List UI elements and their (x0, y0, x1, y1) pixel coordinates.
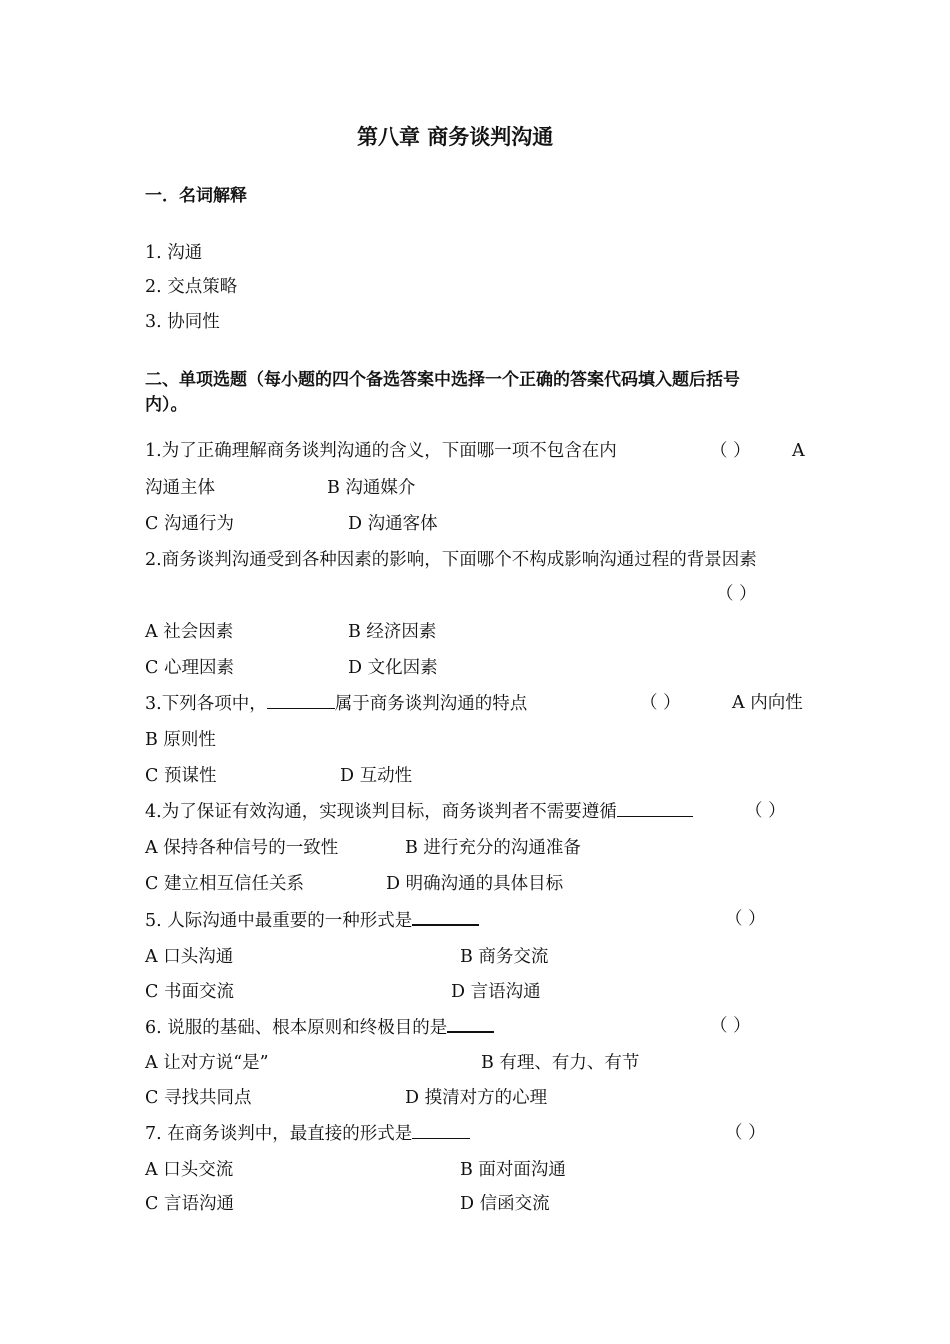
question-4-stem-text: 4.为了保证有效沟通，实现谈判目标，商务谈判者不需要遵循 (145, 802, 617, 822)
option: A 社会因素 (145, 622, 234, 642)
section2-heading-cont: 内）。 (145, 395, 188, 415)
option: A 保持各种信号的一致性 (145, 838, 339, 858)
option: D 明确沟通的具体目标 (386, 874, 564, 894)
question-6-stem (145, 1015, 494, 1039)
question-4-stem (145, 800, 693, 823)
option: D 互动性 (340, 766, 413, 786)
option: A 口头交流 (145, 1160, 234, 1180)
answer-bracket: （ ） (725, 1123, 766, 1143)
option: 沟通主体 (145, 478, 215, 498)
question-5-stem-text: 5. 人际沟通中最重要的一种形式是 (145, 911, 413, 931)
question-2-stem: 2.商务谈判沟通受到各种因素的影响，下面哪个不构成影响沟通过程的背景因素 (145, 550, 757, 570)
option: B 进行充分的沟通准备 (405, 838, 581, 858)
answer-bracket: （ ） (710, 1016, 751, 1036)
answer-blank (447, 1015, 494, 1033)
question-3-stem-end: 属于商务谈判沟通的特点 (334, 694, 528, 714)
question-7-stem (145, 1122, 470, 1145)
section1-heading: 一．名词解释 (145, 186, 247, 206)
question-3-stem (145, 692, 527, 715)
option-label: A (792, 441, 805, 461)
question-5-stem (145, 908, 479, 932)
option: B 面对面沟通 (460, 1160, 566, 1180)
option: D 言语沟通 (451, 982, 541, 1002)
option: B 经济因素 (348, 622, 437, 642)
option: D 文化因素 (348, 658, 438, 678)
section2-heading: 二、单项选题（每小题的四个备选答案中选择一个正确的答案代码填入题后括号 (145, 370, 740, 390)
answer-bracket: （ ） (716, 584, 757, 604)
option: C 预谋性 (145, 766, 217, 786)
answer-blank (267, 692, 335, 709)
option: B 商务交流 (460, 947, 549, 967)
answer-blank (617, 800, 693, 817)
answer-bracket: （ ） (725, 909, 766, 929)
page-title: 第八章 商务谈判沟通 (357, 125, 554, 149)
option: C 书面交流 (145, 982, 234, 1002)
answer-bracket: （ ） (640, 693, 681, 713)
answer-blank (412, 908, 479, 926)
answer-blank (412, 1122, 470, 1139)
term-item: 1. 沟通 (145, 243, 203, 263)
term-item: 3. 协同性 (145, 312, 220, 332)
question-7-stem-text: 7. 在商务谈判中，最直接的形式是 (145, 1124, 413, 1144)
option: A 内向性 (732, 693, 803, 713)
option: C 建立相互信任关系 (145, 874, 304, 894)
option: C 寻找共同点 (145, 1088, 252, 1108)
question-3-stem-start: 3.下列各项中， (145, 694, 267, 714)
option: A 让对方说“是” (145, 1053, 269, 1073)
option: D 沟通客体 (348, 514, 438, 534)
option: B 有理、有力、有节 (481, 1053, 640, 1073)
option: A 口头沟通 (145, 947, 234, 967)
option: B 沟通媒介 (327, 478, 416, 498)
answer-bracket: （ ） (710, 441, 751, 461)
option: C 言语沟通 (145, 1194, 234, 1214)
question-1-stem: 1.为了正确理解商务谈判沟通的含义，下面哪一项不包含在内 (145, 441, 617, 461)
question-6-stem-text: 6. 说服的基础、根本原则和终极目的是 (145, 1018, 448, 1038)
term-item: 2. 交点策略 (145, 277, 238, 297)
answer-bracket: （ ） (745, 801, 786, 821)
option: C 沟通行为 (145, 514, 234, 534)
option: D 摸清对方的心理 (405, 1088, 548, 1108)
option: D 信函交流 (460, 1194, 550, 1214)
option: C 心理因素 (145, 658, 234, 678)
option: B 原则性 (145, 730, 216, 750)
